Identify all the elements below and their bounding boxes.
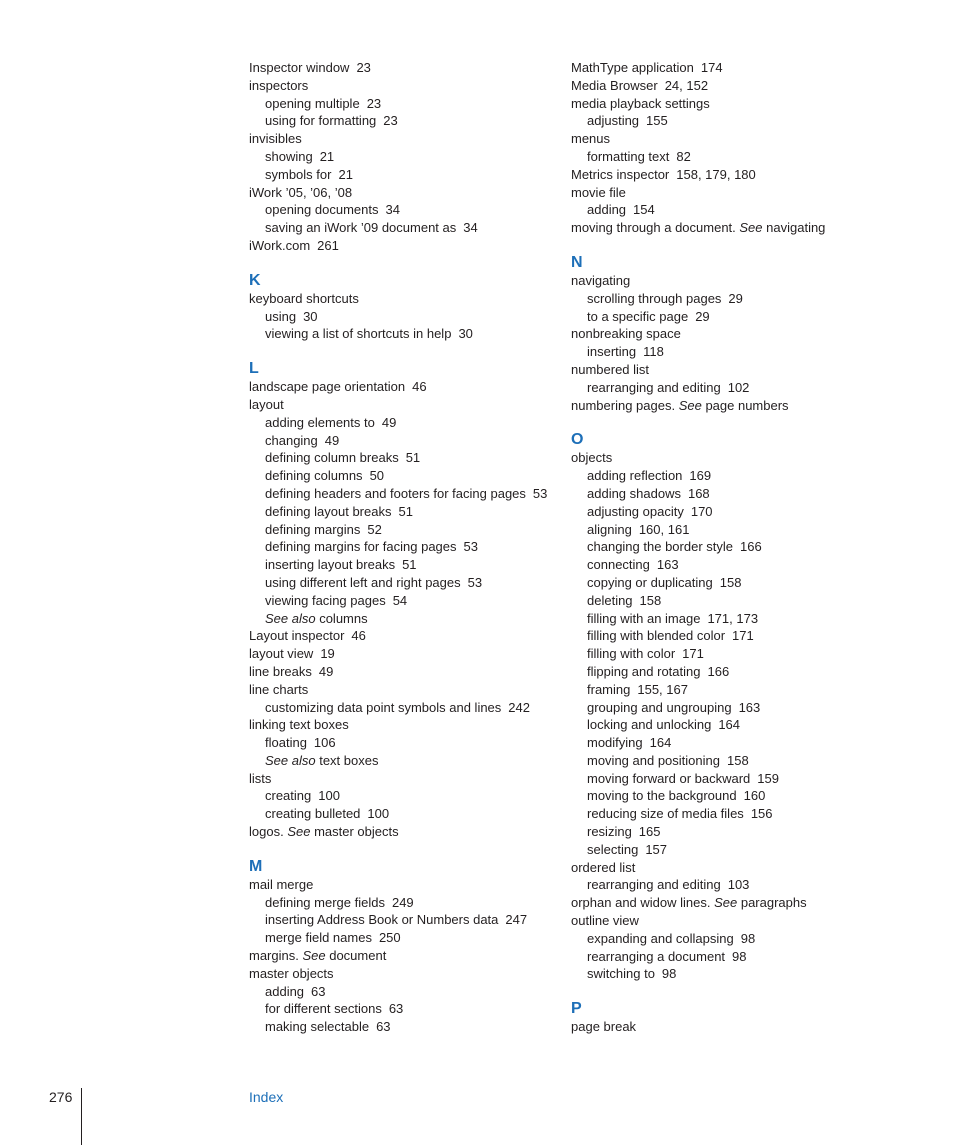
index-term: nonbreaking space: [571, 326, 681, 342]
index-letter-heading: O: [571, 431, 584, 449]
index-page-refs: 159: [757, 770, 779, 786]
index-term: symbols for: [265, 166, 332, 182]
see-reference-label: See also: [265, 610, 316, 626]
index-cross-reference: [249, 752, 559, 770]
index-column-left: [249, 59, 559, 1036]
index-page-refs: 46: [412, 379, 427, 395]
index-term: moving through a document.: [571, 220, 740, 236]
index-term: moving and positioning: [587, 752, 720, 768]
index-page-refs: 170: [690, 503, 713, 519]
see-reference-label: See also: [265, 752, 316, 768]
index-entry: [249, 681, 559, 699]
see-reference-label: See: [678, 397, 702, 413]
index-entry: [571, 325, 911, 343]
index-term: saving an iWork ’09 document as: [265, 220, 457, 236]
index-subentry: [571, 716, 911, 734]
index-subentry: [571, 201, 911, 219]
index-page-refs: 163: [656, 557, 679, 573]
index-page-refs: 155, 167: [637, 681, 688, 697]
index-term: adding: [265, 983, 305, 999]
index-term: aligning: [587, 521, 632, 537]
index-term: flipping and rotating: [587, 663, 701, 679]
index-term: orphan and widow lines.: [571, 895, 715, 911]
index-term: using different left and right pages: [265, 574, 461, 590]
index-page-refs: 98: [740, 930, 756, 946]
index-term: linking text boxes: [249, 717, 349, 733]
index-page-refs: 54: [392, 592, 408, 608]
see-reference-target: paragraphs: [737, 895, 807, 911]
index-subentry: [571, 112, 911, 130]
index-term: moving to the background: [587, 788, 737, 804]
index-entry: [249, 184, 559, 202]
index-subentry: [249, 201, 559, 219]
index-page-refs: 164: [718, 717, 741, 733]
index-subentry: [571, 592, 911, 610]
index-page-refs: 100: [367, 806, 390, 822]
index-term: master objects: [249, 965, 334, 981]
index-subentry: [571, 965, 911, 983]
index-page-refs: 166: [707, 663, 730, 679]
index-page-refs: 21: [319, 148, 335, 164]
index-term: layout: [249, 396, 284, 412]
index-page-refs: 21: [338, 166, 353, 182]
index-entry: [571, 1018, 911, 1036]
index-term: opening documents: [265, 202, 379, 218]
index-page-refs: 30: [303, 308, 318, 324]
index-subentry: [249, 325, 559, 343]
index-term: adding reflection: [587, 468, 683, 484]
index-term: connecting: [587, 557, 650, 573]
index-term: defining margins: [265, 521, 361, 537]
index-subentry: [249, 432, 559, 450]
index-term: making selectable: [265, 1019, 370, 1035]
index-page-refs: 166: [739, 539, 762, 555]
index-term: filling with blended color: [587, 628, 726, 644]
index-term: filling with an image: [587, 610, 701, 626]
index-entry: [249, 396, 559, 414]
index-page-refs: 100: [318, 788, 340, 804]
index-letter-heading: L: [249, 360, 259, 378]
index-page-refs: 247: [505, 912, 528, 928]
index-entry: [571, 449, 911, 467]
index-page-refs: 29: [695, 308, 710, 324]
index-page-refs: 103: [727, 877, 750, 893]
index-term: to a specific page: [587, 308, 689, 324]
see-reference-label: See: [302, 948, 326, 964]
index-term: framing: [587, 681, 631, 697]
index-subentry: [571, 699, 911, 717]
index-letter-heading: M: [249, 857, 263, 875]
see-reference-label: See: [287, 824, 311, 840]
index-term: inspectors: [249, 77, 309, 93]
index-term: keyboard shortcuts: [249, 290, 359, 306]
index-page-refs: 158, 179, 180: [676, 166, 756, 182]
index-entry: [571, 95, 911, 113]
see-reference-label: See: [739, 220, 763, 236]
index-entry: [249, 663, 559, 681]
index-page-refs: 242: [508, 699, 530, 715]
index-page-refs: 98: [732, 948, 747, 964]
index-subentry: [249, 449, 559, 467]
index-page-refs: 160: [743, 788, 766, 804]
index-term: resizing: [587, 824, 632, 840]
page-number: 276: [49, 1089, 73, 1105]
index-subentry: [571, 467, 911, 485]
index-term: customizing data point symbols and lines: [265, 699, 502, 715]
index-page-refs: 118: [643, 344, 664, 360]
index-term: changing the border style: [587, 539, 733, 555]
index-term: selecting: [587, 841, 639, 857]
index-cross-reference: [249, 823, 559, 841]
index-entry: [249, 645, 559, 663]
index-page-refs: 171, 173: [707, 610, 759, 626]
index-subentry: [571, 290, 911, 308]
index-term: Inspector window: [249, 60, 350, 75]
index-page-refs: 63: [376, 1019, 391, 1035]
see-reference-target: master objects: [310, 824, 399, 840]
index-subentry: [249, 414, 559, 432]
index-term: adding: [587, 202, 627, 218]
index-term: MathType application: [571, 60, 694, 75]
index-term: reducing size of media files: [587, 806, 744, 822]
index-term: layout view: [249, 646, 314, 662]
see-reference-target: text boxes: [315, 752, 379, 768]
index-term: logos.: [249, 824, 288, 840]
index-page-refs: 34: [463, 220, 478, 236]
index-term: using: [265, 308, 297, 324]
index-page-refs: 51: [402, 557, 417, 573]
index-page-refs: 23: [383, 113, 398, 129]
index-term: defining column breaks: [265, 450, 399, 466]
index-page-refs: 102: [727, 379, 750, 395]
index-subentry: [249, 734, 559, 752]
index-term: line breaks: [249, 663, 312, 679]
index-subentry: [571, 485, 911, 503]
index-term: Media Browser: [571, 77, 658, 93]
index-page-refs: 23: [366, 95, 382, 111]
index-cross-reference: [571, 219, 911, 237]
index-term: iWork ’05, ’06, ’08: [249, 184, 353, 200]
index-term: adding elements to: [265, 414, 375, 430]
index-term: showing: [265, 148, 313, 164]
index-subentry: [249, 148, 559, 166]
index-page-refs: 160, 161: [638, 521, 690, 537]
index-term: menus: [571, 131, 611, 147]
index-entry: [249, 77, 559, 95]
index-term: grouping and ungrouping: [587, 699, 732, 715]
index-page-refs: 82: [676, 148, 691, 164]
index-page-refs: 52: [367, 521, 382, 537]
index-page-refs: 155: [646, 113, 668, 129]
index-subentry: [571, 538, 911, 556]
index-subentry: [249, 112, 559, 130]
index-entry: [249, 716, 559, 734]
index-page-refs: 98: [661, 966, 677, 982]
index-term: formatting text: [587, 148, 670, 164]
index-entry: [571, 184, 911, 202]
index-page-refs: 34: [385, 202, 400, 218]
index-subentry: [249, 1018, 559, 1036]
index-term: floating: [265, 735, 307, 751]
index-entry: [571, 130, 911, 148]
index-subentry: [249, 983, 559, 1001]
index-subentry: [249, 521, 559, 539]
index-page-refs: 24, 152: [664, 77, 709, 93]
index-page-refs: 51: [398, 503, 413, 519]
index-entry: [249, 876, 559, 894]
index-entry: [571, 59, 911, 77]
index-term: opening multiple: [265, 95, 360, 111]
index-term: page break: [571, 1019, 637, 1035]
index-term: adding shadows: [587, 485, 681, 501]
index-term: Metrics inspector: [571, 166, 670, 182]
index-entry: [249, 290, 559, 308]
index-page-refs: 106: [313, 735, 336, 751]
index-entry: [249, 59, 559, 77]
index-term: lists: [249, 770, 272, 786]
index-term: for different sections: [265, 1001, 382, 1017]
index-page-refs: 53: [467, 574, 483, 590]
index-term: rearranging a document: [587, 948, 726, 964]
index-page-refs: 169: [689, 468, 712, 484]
index-term: margins.: [249, 948, 303, 964]
index-subentry: [249, 894, 559, 912]
index-entry: [571, 77, 911, 95]
see-reference-target: navigating: [762, 220, 826, 236]
index-term: creating bulleted: [265, 806, 361, 822]
index-letter-heading: K: [249, 271, 261, 289]
index-term: objects: [571, 450, 613, 466]
index-term: defining headers and footers for facing pages: [265, 485, 526, 501]
index-letter-heading: P: [571, 1000, 582, 1018]
index-subentry: [571, 805, 911, 823]
index-subentry: [571, 823, 911, 841]
index-subentry: [571, 787, 911, 805]
index-subentry: [249, 911, 559, 929]
index-subentry: [571, 876, 911, 894]
index-term: rearranging and editing: [587, 877, 721, 893]
index-term: Layout inspector: [249, 628, 345, 644]
index-subentry: [571, 770, 911, 788]
index-subentry: [249, 467, 559, 485]
see-reference-label: See: [714, 895, 738, 911]
index-subentry: [249, 787, 559, 805]
index-page-refs: 174: [700, 60, 723, 75]
index-subentry: [249, 592, 559, 610]
index-entry: [249, 237, 559, 255]
index-subentry: [249, 574, 559, 592]
index-page-refs: 168: [687, 485, 710, 501]
index-term: navigating: [571, 272, 631, 288]
index-subentry: [571, 663, 911, 681]
index-subentry: [571, 521, 911, 539]
index-page-refs: 158: [719, 574, 742, 590]
index-term: outline view: [571, 913, 639, 929]
index-page-refs: 49: [324, 432, 340, 448]
index-page-refs: 158: [726, 752, 749, 768]
index-page-refs: 49: [381, 414, 397, 430]
index-term: creating: [265, 788, 312, 804]
index-subentry: [249, 538, 559, 556]
index-page-refs: 171: [732, 628, 754, 644]
index-entry: [571, 859, 911, 877]
index-page-refs: 49: [318, 663, 334, 679]
index-cross-reference: [249, 947, 559, 965]
index-entry: [249, 378, 559, 396]
index-subentry: [249, 485, 559, 503]
index-letter-heading: N: [571, 253, 583, 271]
index-page-refs: 163: [738, 699, 761, 715]
index-page-refs: 154: [633, 202, 655, 218]
index-subentry: [571, 148, 911, 166]
index-term: movie file: [571, 184, 626, 200]
index-term: viewing a list of shortcuts in help: [265, 326, 452, 342]
index-page-refs: 63: [311, 983, 326, 999]
see-reference-target: document: [325, 948, 387, 964]
index-term: filling with color: [587, 646, 676, 662]
index-term: adjusting opacity: [587, 503, 684, 519]
footer-divider: [81, 1088, 82, 1145]
index-term: invisibles: [249, 131, 302, 147]
index-term: defining margins for facing pages: [265, 539, 457, 555]
index-page-refs: 23: [356, 60, 371, 75]
index-term: deleting: [587, 592, 633, 608]
section-name: Index: [249, 1089, 284, 1105]
index-entry: [249, 965, 559, 983]
index-column-right: [571, 59, 911, 1036]
index-term: locking and unlocking: [587, 717, 712, 733]
index-term: scrolling through pages: [587, 290, 722, 306]
index-page-refs: 63: [388, 1001, 404, 1017]
index-subentry: [571, 734, 911, 752]
index-term: rearranging and editing: [587, 379, 721, 395]
index-subentry: [571, 503, 911, 521]
index-page-refs: 53: [532, 485, 548, 501]
index-term: merge field names: [265, 930, 372, 946]
index-subentry: [571, 343, 911, 361]
index-term: modifying: [587, 735, 643, 751]
index-page-refs: 19: [320, 646, 335, 662]
index-term: viewing facing pages: [265, 592, 386, 608]
index-page-refs: 250: [378, 930, 401, 946]
index-term: numbered list: [571, 361, 650, 377]
index-term: media playback settings: [571, 95, 710, 111]
index-page-refs: 158: [639, 592, 662, 608]
index-term: expanding and collapsing: [587, 930, 734, 946]
index-subentry: [571, 627, 911, 645]
index-page-refs: 157: [645, 841, 668, 857]
index-page-refs: 165: [638, 824, 661, 840]
index-subentry: [249, 699, 559, 717]
index-subentry: [249, 556, 559, 574]
index-subentry: [249, 166, 559, 184]
index-cross-reference: [249, 610, 559, 628]
index-subentry: [571, 308, 911, 326]
index-term: numbering pages.: [571, 397, 679, 413]
index-term: moving forward or backward: [587, 770, 751, 786]
index-entry: [249, 770, 559, 788]
index-term: inserting: [587, 344, 637, 360]
index-term: switching to: [587, 966, 655, 982]
index-page-refs: 261: [317, 237, 339, 253]
index-subentry: [249, 1000, 559, 1018]
index-subentry: [571, 752, 911, 770]
index-subentry: [249, 308, 559, 326]
index-term: defining merge fields: [265, 894, 385, 910]
index-subentry: [249, 929, 559, 947]
index-term: defining columns: [265, 468, 363, 484]
index-subentry: [249, 805, 559, 823]
index-term: using for formatting: [265, 113, 377, 129]
index-subentry: [571, 841, 911, 859]
index-subentry: [571, 379, 911, 397]
index-subentry: [571, 948, 911, 966]
index-subentry: [571, 681, 911, 699]
index-subentry: [571, 930, 911, 948]
index-page-refs: 53: [463, 539, 478, 555]
index-term: defining layout breaks: [265, 503, 392, 519]
index-entry: [571, 272, 911, 290]
index-term: ordered list: [571, 859, 636, 875]
index-subentry: [571, 556, 911, 574]
index-term: iWork.com: [249, 237, 311, 253]
index-page-refs: 51: [405, 450, 421, 466]
index-term: inserting layout breaks: [265, 557, 396, 573]
index-subentry: [249, 95, 559, 113]
index-term: mail merge: [249, 876, 314, 892]
index-page-refs: 249: [391, 894, 414, 910]
index-term: copying or duplicating: [587, 574, 713, 590]
index-entry: [249, 627, 559, 645]
index-page-refs: 164: [649, 735, 672, 751]
index-term: landscape page orientation: [249, 379, 406, 395]
index-subentry: [571, 645, 911, 663]
index-term: inserting Address Book or Numbers data: [265, 912, 499, 928]
index-entry: [571, 361, 911, 379]
index-entry: [571, 912, 911, 930]
index-term: changing: [265, 432, 318, 448]
index-page-refs: 46: [351, 628, 366, 644]
index-subentry: [249, 503, 559, 521]
index-term: adjusting: [587, 113, 640, 129]
index-page-refs: 171: [682, 646, 704, 662]
index-page-refs: 50: [369, 468, 385, 484]
index-term: line charts: [249, 681, 309, 697]
see-reference-target: page numbers: [701, 397, 789, 413]
index-subentry: [571, 574, 911, 592]
index-entry: [571, 166, 911, 184]
index-cross-reference: [571, 894, 911, 912]
index-entry: [249, 130, 559, 148]
index-page-refs: 156: [750, 806, 773, 822]
index-cross-reference: [571, 397, 911, 415]
index-subentry: [249, 219, 559, 237]
index-page-refs: 30: [458, 326, 473, 342]
index-subentry: [571, 610, 911, 628]
see-reference-target: columns: [315, 610, 368, 626]
index-page-refs: 29: [728, 290, 743, 306]
